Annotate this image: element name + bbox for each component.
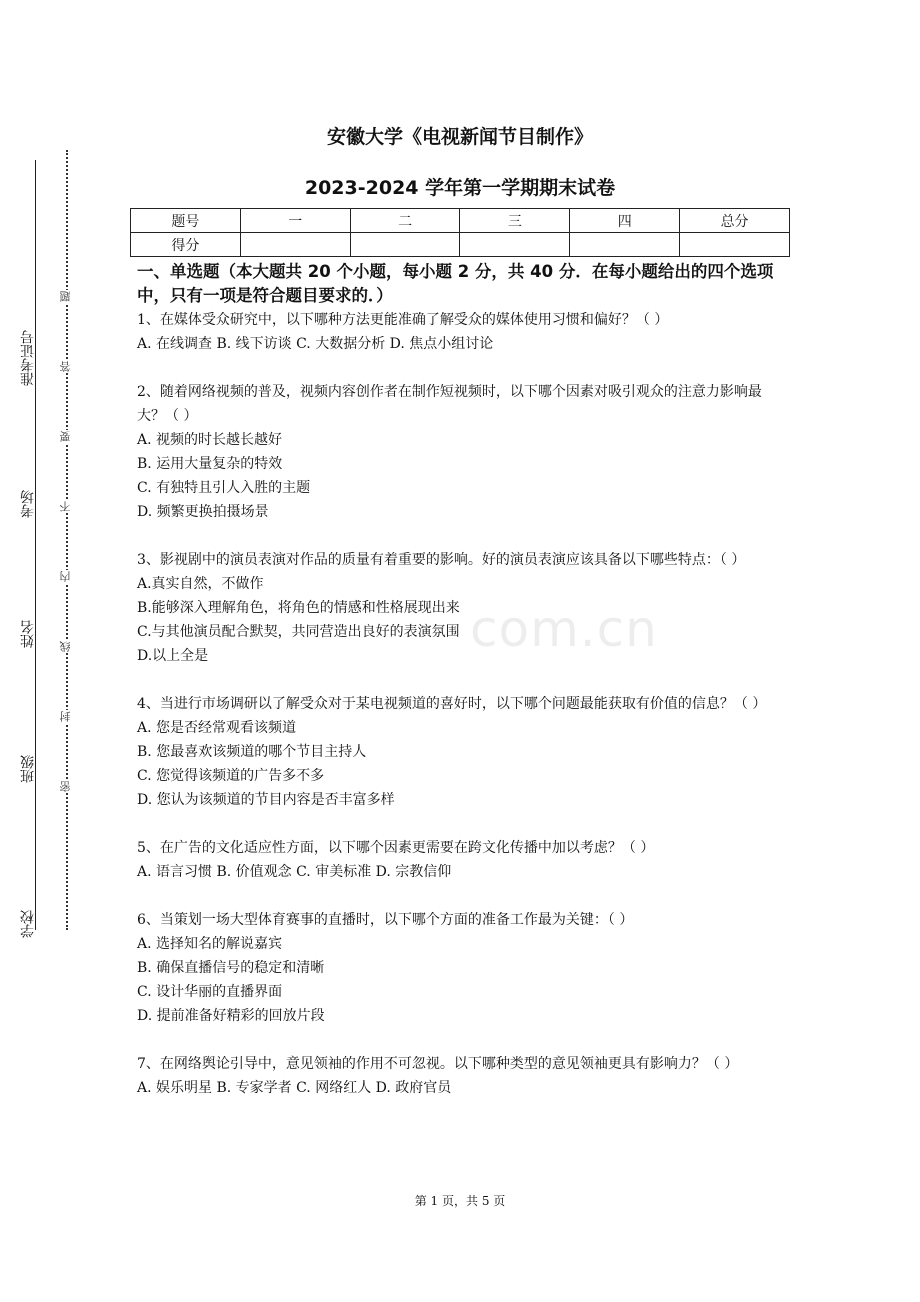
option-b: B. 您最喜欢该频道的哪个节目主持人 <box>137 744 367 760</box>
option-a: A.真实自然，不做作 <box>137 576 264 592</box>
exam-title: 安徽大学《电视新闻节目制作》 <box>326 126 593 148</box>
option-c: C. 您觉得该频道的广告多不多 <box>137 768 325 784</box>
question-2 <box>137 380 787 524</box>
score-table-cell: 总分 <box>680 209 790 233</box>
admission-number-label: 准考证号 <box>20 330 36 386</box>
score-entry-cell <box>350 233 460 257</box>
option-d: D. 频繁更换拍摄场景 <box>137 504 269 520</box>
binding-solid-line <box>35 160 36 930</box>
seal-char: 不 <box>59 501 72 512</box>
question-stem: 1、在媒体受众研究中，以下哪种方法更能准确了解受众的媒体使用习惯和偏好？（ ） <box>137 312 669 328</box>
school-label: 学校 <box>20 910 36 938</box>
score-table-header-row <box>131 209 790 233</box>
option-d: D. 您认为该频道的节目内容是否丰富多样 <box>137 792 395 808</box>
question-stem: 7、在网络舆论引导中，意见领袖的作用不可忽视。以下哪种类型的意见领袖更具有影响力？（ ） <box>137 1056 739 1072</box>
option-a: A. 您是否经常观看该频道 <box>137 720 297 736</box>
question-options: A. 娱乐明星 B. 专家学者 C. 网络红人 D. 政府官员 <box>137 1080 452 1096</box>
option-d: D. 提前准备好精彩的回放片段 <box>137 1008 325 1024</box>
question-stem: 5、在广告的文化适应性方面，以下哪个因素更需要在跨文化传播中加以考虑？（ ） <box>137 840 655 856</box>
option-c: C.与其他演员配合默契，共同营造出良好的表演氛围 <box>137 624 460 640</box>
question-5 <box>137 836 787 884</box>
option-c: C. 有独特且引人入胜的主题 <box>137 480 311 496</box>
watermark: com.cn <box>470 600 658 658</box>
question-4 <box>137 692 787 812</box>
score-entry-cell <box>570 233 680 257</box>
option-b: B.能够深入理解角色，将角色的情感和性格展现出来 <box>137 600 460 616</box>
option-c: C. 设计华丽的直播界面 <box>137 984 283 1000</box>
score-table-score-row <box>131 233 790 257</box>
option-d: D.以上全是 <box>137 648 209 664</box>
class-label: 班级 <box>20 755 36 783</box>
question-1 <box>137 308 787 356</box>
seal-char: 内 <box>59 571 72 582</box>
question-stem: 3、影视剧中的演员表演对作品的质量有着重要的影响。好的演员表演应该具备以下哪些特点：（ ） <box>137 552 746 568</box>
score-entry-cell <box>460 233 570 257</box>
option-b: B. 确保直播信号的稳定和清晰 <box>137 960 325 976</box>
option-a: A. 选择知名的解说嘉宾 <box>137 936 283 952</box>
page-footer: 第 1 页，共 5 页 <box>414 1194 506 1208</box>
score-entry-cell <box>680 233 790 257</box>
binding-dotted-line <box>66 150 68 930</box>
seal-char: 题 <box>59 291 72 302</box>
seal-char: 线 <box>59 641 72 652</box>
option-a: A. 视频的时长越长越好 <box>137 432 283 448</box>
name-label: 姓名 <box>20 620 36 648</box>
question-6 <box>137 908 787 1028</box>
seal-char: 封 <box>59 711 72 722</box>
score-table-cell: 三 <box>460 209 570 233</box>
seal-char: 密 <box>59 781 72 792</box>
seal-char: 要 <box>59 431 72 442</box>
score-row-label: 得分 <box>131 233 241 257</box>
question-stem: 4、当进行市场调研以了解受众对于某电视频道的喜好时，以下哪个问题最能获取有价值的信息？（ ） <box>137 696 767 712</box>
option-b: B. 运用大量复杂的特效 <box>137 456 283 472</box>
score-entry-cell <box>240 233 350 257</box>
seal-char: 答 <box>59 361 72 372</box>
score-table-cell: 四 <box>570 209 680 233</box>
section-heading: 一、单选题（本大题共 20 个小题，每小题 2 分，共 40 分．在每小题给出的四个选项中，只有一项是符合题目要求的．） <box>137 262 774 305</box>
exam-subtitle: 2023-2024 学年第一学期期末试卷 <box>304 177 616 199</box>
exam-content <box>137 260 787 1100</box>
question-options: A. 在线调查 B. 线下访谈 C. 大数据分析 D. 焦点小组讨论 <box>137 336 494 352</box>
question-options: A. 语言习惯 B. 价值观念 C. 审美标准 D. 宗教信仰 <box>137 864 452 880</box>
question-3 <box>137 548 787 668</box>
score-table <box>130 208 790 257</box>
question-stem: 6、当策划一场大型体育赛事的直播时，以下哪个方面的准备工作最为关键：（ ） <box>137 912 634 928</box>
score-table-cell: 一 <box>240 209 350 233</box>
score-table-cell: 题号 <box>131 209 241 233</box>
question-7 <box>137 1052 787 1100</box>
question-stem: 2、随着网络视频的普及，视频内容创作者在制作短视频时，以下哪个因素对吸引观众的注意力影响最大？（ ） <box>137 384 762 424</box>
score-table-cell: 二 <box>350 209 460 233</box>
exam-room-label: 考场 <box>20 490 36 518</box>
